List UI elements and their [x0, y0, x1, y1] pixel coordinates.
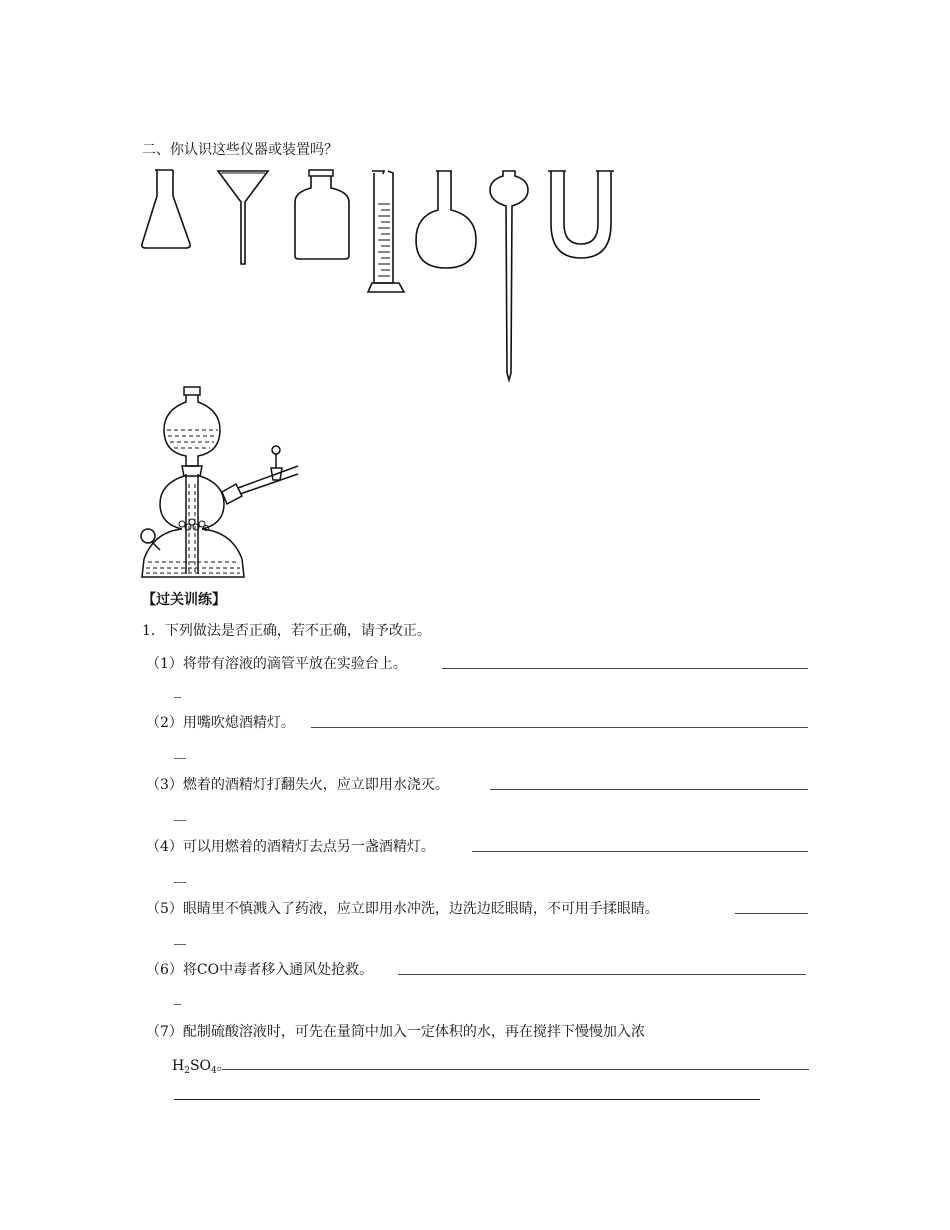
item-number: （1）	[146, 656, 183, 672]
dropping-funnel-icon	[488, 168, 532, 384]
item-text: 燃着的酒精灯打翻失火，应立即用水浇灭。	[182, 777, 449, 793]
reagent-bottle-icon	[291, 168, 353, 262]
answer-blank[interactable]	[735, 913, 808, 914]
answer-blank-continuation	[174, 1004, 181, 1005]
answer-blank[interactable]	[472, 851, 808, 852]
item-text: 可以用燃着的酒精灯去点另一盏酒精灯。	[182, 839, 435, 855]
item-1	[146, 655, 407, 673]
item-number: （4）	[146, 839, 183, 855]
item-number: （7）	[146, 1024, 183, 1040]
answer-blank-continuation	[174, 758, 186, 759]
section-title: 【过关训练】	[142, 592, 226, 608]
answer-blank[interactable]	[311, 727, 808, 728]
answer-blank-continuation	[174, 820, 186, 821]
answer-blank-continuation	[174, 697, 181, 698]
answer-blank[interactable]	[222, 1069, 809, 1070]
item-4	[146, 838, 435, 856]
answer-blank[interactable]	[442, 668, 808, 669]
kipp-generator-icon	[134, 384, 304, 582]
item-7-formula: $H_2SO_4$。	[172, 1058, 231, 1076]
item-number: （3）	[146, 777, 183, 793]
item-number: （6）	[146, 962, 183, 978]
item-number: （5）	[146, 901, 183, 917]
item-text: 配制硫酸溶液时，可先在量筒中加入一定体积的水，再在搅拌下慢慢加入浓	[182, 1024, 645, 1040]
item-number: （2）	[146, 715, 183, 731]
u-tube-icon	[546, 168, 616, 262]
item-2	[146, 714, 295, 732]
answer-blank[interactable]	[490, 789, 808, 790]
answer-blank-continuation	[174, 882, 186, 883]
round-bottom-flask-icon	[414, 168, 478, 274]
section-heading: 二、你认识这些仪器或装置吗？	[142, 142, 338, 158]
answer-blank[interactable]	[398, 974, 806, 975]
question-1: 1．下列做法是否正确，若不正确，请予改正。	[142, 623, 431, 639]
item-text: 眼睛里不慎溅入了药液，应立即用水冲洗，边洗边眨眼睛，不可用手揉眼睛。	[182, 901, 659, 917]
conical-flask-icon	[140, 168, 196, 250]
answer-blank-continuation	[174, 944, 186, 945]
item-7	[146, 1023, 645, 1041]
answer-blank-continuation[interactable]	[174, 1099, 760, 1100]
item-text: 将CO中毒者移入通风处抢救。	[182, 962, 374, 978]
item-5	[146, 900, 659, 918]
funnel-icon	[216, 168, 272, 268]
item-3	[146, 776, 449, 794]
item-text: 将带有溶液的滴管平放在实验台上。	[182, 656, 407, 672]
item-text: 用嘴吹熄酒精灯。	[182, 715, 295, 731]
item-6	[146, 961, 373, 979]
graduated-cylinder-icon	[366, 168, 406, 296]
